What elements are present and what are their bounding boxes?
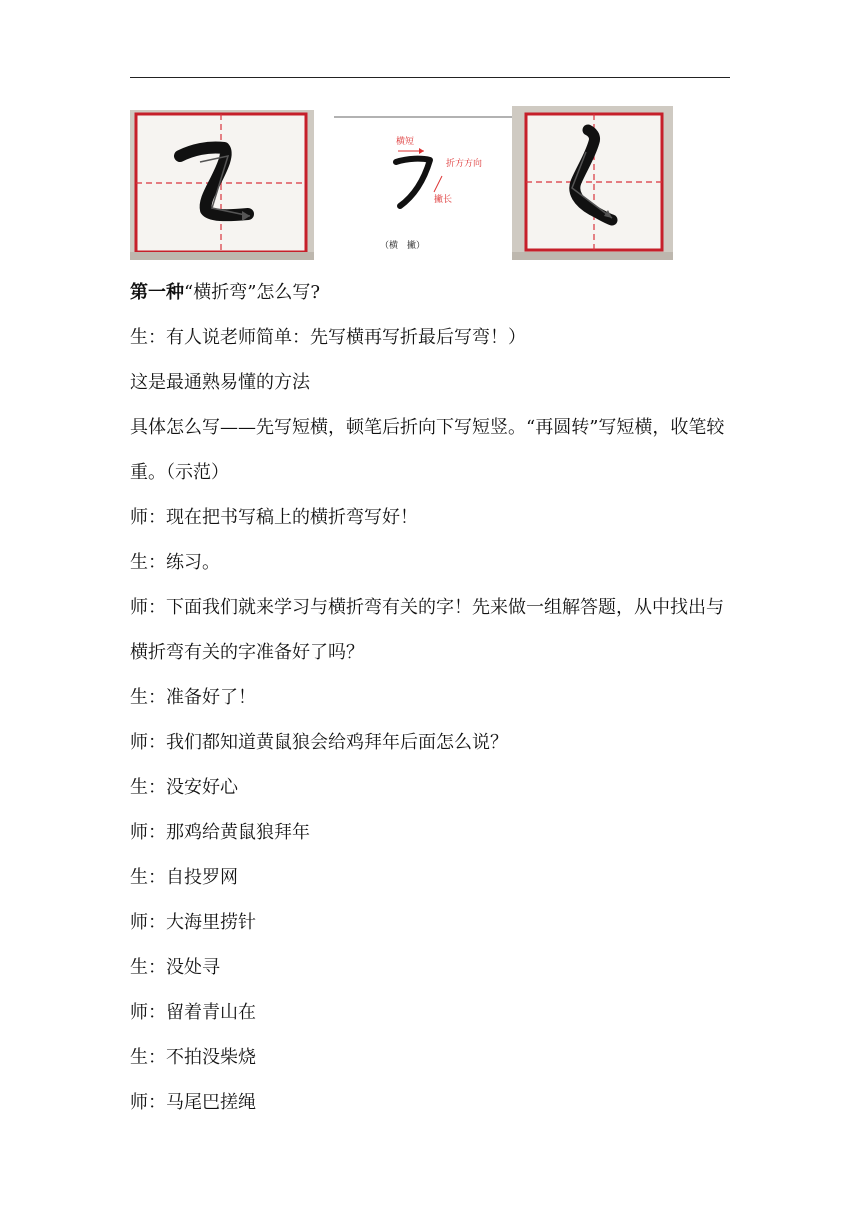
heng-zhe-wan-image-right — [512, 106, 673, 260]
heng-pie-diagram — [334, 114, 512, 260]
dialogue-line: 生：练习。 — [130, 552, 220, 573]
dialogue-line: 师：我们都知道黄鼠狼会给鸡拜年后面怎么说？ — [130, 732, 508, 753]
section-title-rest: “横折弯”怎么写? — [184, 282, 321, 303]
dialogue-line: 师：那鸡给黄鼠狼拜年 — [130, 822, 310, 843]
diagram-caption: （横 撇） — [380, 240, 426, 250]
dialogue-line: 师：大海里捞针 — [130, 912, 256, 933]
dialogue-line: 师：下面我们就来学习与横折弯有关的字！先来做一组解答题，从中找出与横折弯有关的字准备好了吗？ — [130, 597, 724, 663]
section-title-bold: 第一种 — [130, 282, 184, 303]
section-title — [130, 270, 732, 315]
dialogue-line: 师：留着青山在 — [130, 1002, 256, 1023]
dialogue-line: 生：没安好心 — [130, 777, 238, 798]
lesson-text — [130, 270, 732, 1125]
dialogue-line: 这是最通熟易懂的方法 — [130, 372, 310, 393]
header-rule — [130, 77, 730, 78]
dialogue-line: 师：马尾巴搓绳 — [130, 1092, 256, 1113]
dialogue-line: 生：有人说老师简单：先写横再写折最后写弯！） — [130, 327, 526, 348]
dialogue-line: 生：没处寻 — [130, 957, 220, 978]
dialogue-line: 生：自投罗网 — [130, 867, 238, 888]
dialogue-line: 具体怎么写——先写短横，顿笔后折向下写短竖。“再圆转”写短横，收笔较重。（示范） — [130, 417, 725, 483]
heng-zhe-wan-image-left — [130, 110, 314, 260]
dialogue-line: 师：现在把书写稿上的横折弯写好！ — [130, 507, 418, 528]
annotation-pie-chang: 撇长 — [434, 194, 453, 204]
annotation-zhe-direction: 折方方向 — [446, 158, 483, 168]
dialogue-line: 生：准备好了！ — [130, 687, 256, 708]
dialogue-line: 生：不拍没柴烧 — [130, 1047, 256, 1068]
annotation-heng-duan: 横短 — [396, 136, 415, 146]
